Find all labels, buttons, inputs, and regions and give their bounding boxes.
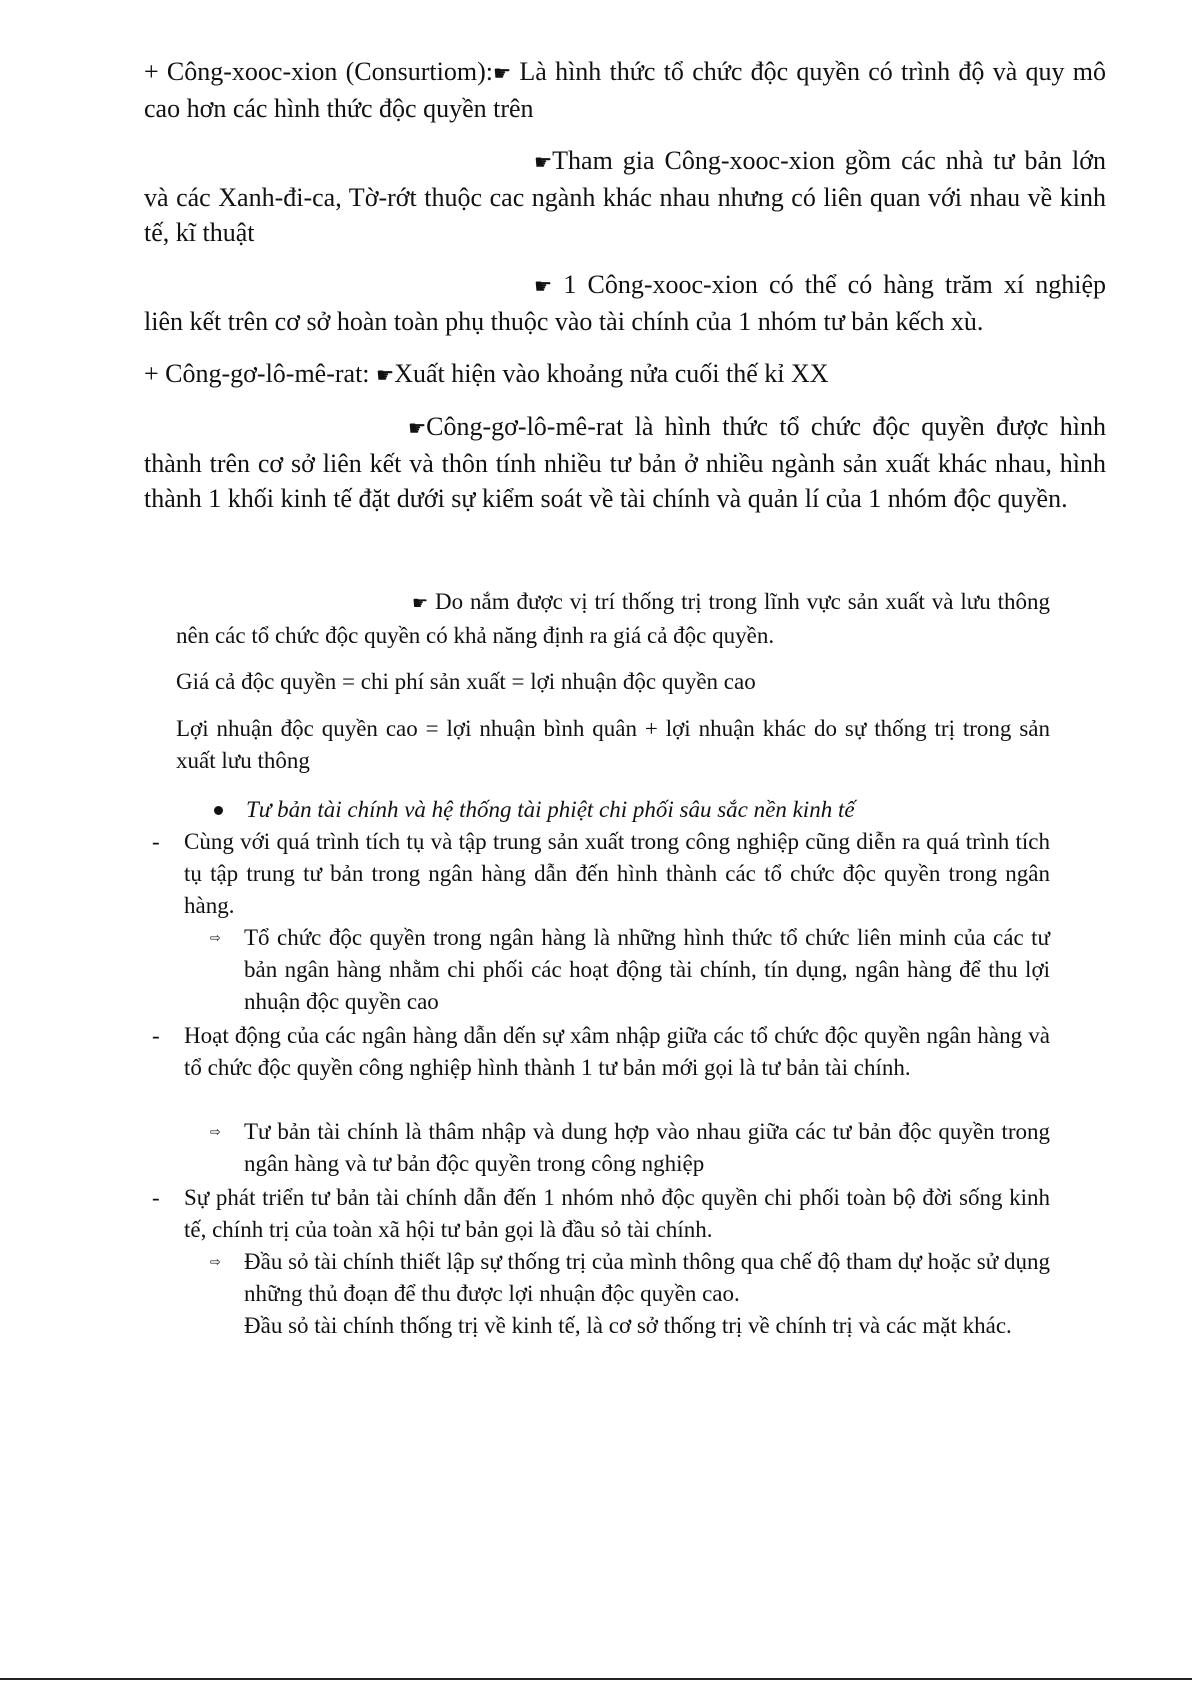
monopoly-price-text: Do nắm được vị trí thống trị trong lĩnh vực sản xuất và lưu thông nên các tổ chức độc quyền có khả năng định ra giá cả độc quyền. (176, 589, 1050, 648)
pointing-hand-icon: ☛ (492, 61, 512, 85)
monopoly-price-paragraph (176, 586, 1050, 652)
consortium-paragraph-1 (144, 54, 1106, 126)
conglomerate-paragraph-1 (144, 356, 1106, 393)
pointing-hand-icon: ☛ (376, 363, 395, 387)
section-heading: Tư bản tài chính và hệ thống tài phiệt chi phối sâu sắc nền kinh tế (246, 797, 855, 822)
dash-icon: - (152, 829, 160, 854)
right-arrow-icon: ⇨ (210, 1255, 221, 1270)
consortium-label: + Công-xooc-xion (Consurtiom): (144, 57, 493, 86)
consortium-text-2: Tham gia Công-xooc-xion gồm các nhà tư bản lớn và các Xanh-đi-ca, Tờ-rớt thuộc cac ngành khác nhau nhưng có liên quan với nhau về kinh tế, kĩ thuật (144, 146, 1106, 247)
sub-item: Đầu sỏ tài chính thống trị về kinh tế, là cơ sở thống trị về chính trị và các mặt khác. (244, 1313, 1012, 1338)
price-formula: Giá cả độc quyền = chi phí sản xuất = lợi nhuận độc quyền cao (176, 669, 756, 694)
dash-icon: - (152, 1185, 160, 1210)
sub-item: Tư bản tài chính là thâm nhập và dung hợp vào nhau giữa các tư bản độc quyền trong ngân hàng và tư bản độc quyền trong công nghiệp (244, 1119, 1050, 1176)
sub-item: Đầu sỏ tài chính thiết lập sự thống trị của mình thông qua chế độ tham dự hoặc sử dụng những thủ đoạn để thu được lợi nhuận độc quyền cao. (244, 1249, 1050, 1306)
consortium-paragraph-2 (144, 143, 1106, 250)
pointing-hand-icon: ☛ (408, 416, 427, 440)
footer-rule (0, 1678, 1192, 1680)
pointing-hand-icon: ☛ (412, 593, 429, 614)
conglomerate-text-1: Xuất hiện vào khoảng nửa cuối thế kỉ XX (394, 359, 829, 388)
conglomerate-label: + Công-gơ-lô-mê-rat: (144, 359, 377, 388)
list-item: Sự phát triển tư bản tài chính dẫn đến 1 nhóm nhỏ độc quyền chi phối toàn bộ đời sống kinh tế, chính trị của toàn xã hội tư bản gọi là đầu sỏ tài chính. (184, 1185, 1050, 1242)
right-arrow-icon: ⇨ (210, 1125, 221, 1140)
conglomerate-text-2: Công-gơ-lô-mê-rat là hình thức tổ chức độc quyền được hình thành trên cơ sở liên kết và thôn tính nhiều tư bản ở nhiều ngành sản xuất khác nhau, hình thành 1 khối kinh tế đặt dưới sự kiểm soát về tài chính và quản lí của 1 nhóm độc quyền. (144, 412, 1106, 513)
conglomerate-paragraph-2 (144, 409, 1106, 516)
consortium-paragraph-3 (144, 267, 1106, 339)
bullet-dot-icon (214, 806, 223, 815)
list-item: Cùng với quá trình tích tụ và tập trung sản xuất trong công nghiệp cũng diễn ra quá trình tích tụ tập trung tư bản trong ngân hàng dẫn đến hình thành các tổ chức độc quyền trong ngân hàng. (184, 829, 1050, 918)
pointing-hand-icon: ☛ (534, 150, 553, 174)
list-item: Hoạt động của các ngân hàng dẫn dến sự xâm nhập giữa các tổ chức độc quyền ngân hàng và tổ chức độc quyền công nghiệp hình thành 1 tư bản mới gọi là tư bản tài chính. (184, 1023, 1050, 1080)
sub-item: Tổ chức độc quyền trong ngân hàng là những hình thức tổ chức liên minh của các tư bản ngân hàng nhằm chi phối các hoạt động tài chính, tín dụng, ngân hàng để thu lợi nhuận độc quyền cao (244, 925, 1050, 1014)
profit-formula: Lợi nhuận độc quyền cao = lợi nhuận bình quân + lợi nhuận khác do sự thống trị trong sản xuất lưu thông (176, 716, 1050, 773)
consortium-text-3: 1 Công-xooc-xion có thể có hàng trăm xí nghiệp liên kết trên cơ sở hoàn toàn phụ thuộc vào tài chính của 1 nhóm tư bản kếch xù. (144, 270, 1106, 336)
dash-icon: - (152, 1023, 160, 1048)
pointing-hand-icon: ☛ (534, 274, 553, 298)
right-arrow-icon: ⇨ (210, 931, 221, 946)
consortium-text-1: Là hình thức tổ chức độc quyền có trình độ và quy mô cao hơn các hình thức độc quyền trên (144, 57, 1106, 123)
